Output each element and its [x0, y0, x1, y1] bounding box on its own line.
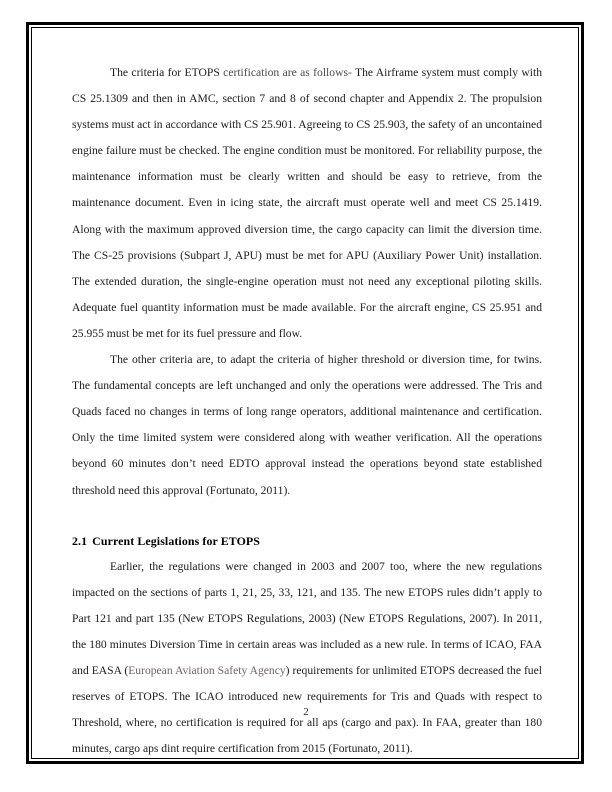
paragraph-1-tinted-phrase: certification are as follows-: [223, 66, 352, 79]
page-number: 2: [303, 706, 309, 718]
paragraph-3-segment-a: Earlier, the regulations were changed in 2003 and 2007 too, where the new regulations impacted on the sections of parts 1, 21, 25, 33, 121, and 135. The new ETOPS rules didn’t apply to Part 121 and part 135 (New ETOPS Regulations, 2003) (New ETOPS Regulations, 2007). In 2011, the 180 minutes Diversion Time in certain areas was included as a new rule. In terms of ICAO, FAA and EASA (: [72, 559, 542, 677]
section-heading-2-1: [72, 528, 542, 554]
paragraph-3-segment-c: ) requirements for unlimited ETOPS decreased the fuel reserves of ETOPS. The ICAO introduced new requirements for Tris and Quads with respect to Threshold, where, no certification is required for all aps (cargo and pax). In FAA, greater than 180 minutes, cargo aps dint require certification from 2015 (Fortunato, 2011).: [72, 663, 542, 756]
page-content: [72, 60, 542, 756]
paragraph-1-segment-a: The criteria for ETOPS: [110, 66, 224, 79]
paragraph-other-criteria: [72, 347, 542, 504]
paragraph-current-legislations: [72, 554, 542, 763]
paragraph-etops-criteria: [72, 60, 542, 347]
paragraph-3-tinted-phrase: European Aviation Safety Agency: [128, 663, 286, 677]
section-number: 2.1: [72, 533, 88, 548]
section-title: Current Legislations for ETOPS: [92, 533, 261, 548]
paragraph-1-segment-c: The Airframe system must comply with CS 25.1309 and then in AMC, section 7 and 8 of second chapter and Appendix 2. The propulsion systems must act in accordance with CS 25.901. Agreeing to CS 25.903, the safety of an uncontained engine failure must be checked. The engine condition must be monitored. For reliability purpose, the maintenance information must be clearly written and should be easy to retrieve, from the maintenance document. Even in icing state, the aircraft must operate well and meet CS 25.1419. Along with the maximum approved diversion time, the cargo capacity can limit the diversion time. The CS-25 provisions (Subpart J, APU) must be met for APU (Auxiliary Power Unit) installation. The extended duration, the single-engine operation must not need any exceptional piloting skills. Adequate fuel quantity information must be made available. For the aircraft engine, CS 25.951 and 25.955 must be met for its fuel pressure and flow.: [72, 66, 542, 340]
paragraph-2-text: The other criteria are, to adapt the criteria of higher threshold or diversion time, for twins. The fundamental concepts are left unchanged and only the operations were addressed. The Tris and Quads faced no changes in terms of long range operators, additional maintenance and certification. Only the time limited system were considered along with weather verification. All the operations beyond 60 minutes don’t need EDTO approval instead the operations beyond state established threshold need this approval (Fortunato, 2011).: [72, 353, 542, 497]
